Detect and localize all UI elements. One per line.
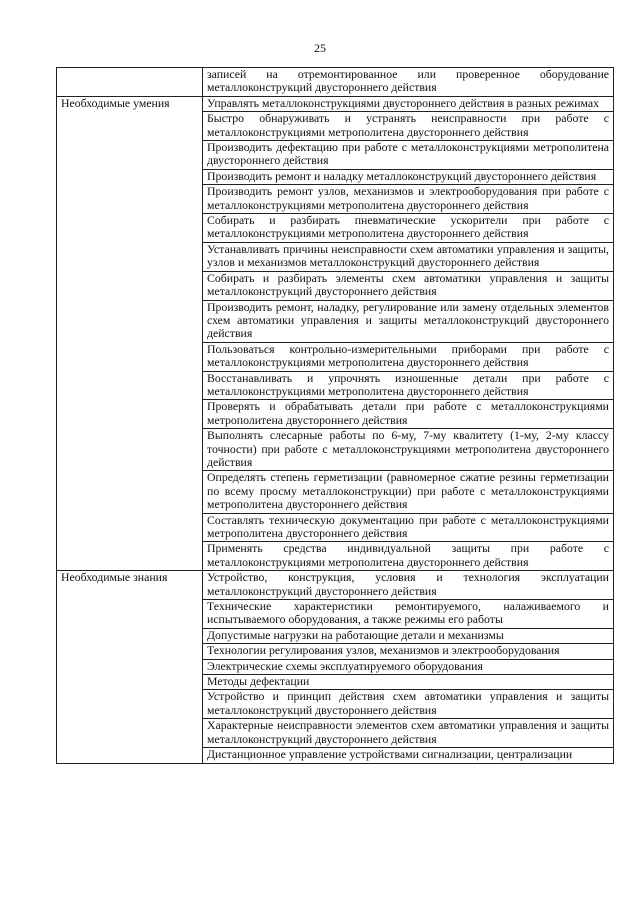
section-item: Собирать и разбирать пневматические ускорители при работе с металлоконструкциями метрополитена двустороннего действия [203,214,614,243]
section-label: Необходимые умения [57,96,203,570]
section-item: Электрические схемы эксплуатируемого оборудования [203,659,614,674]
section-item: Управлять металлоконструкциями двустороннего действия в разных режимах [203,96,614,111]
section-item: Производить ремонт и наладку металлоконструкций двустороннего действия [203,169,614,184]
section-item: Устройство, конструкция, условия и технология эксплуатации металлоконструкций двустороннего действия [203,571,614,600]
section-item: Методы дефектации [203,675,614,690]
row-text: записей на отремонтированное или проверенное оборудование металлоконструкций двустороннего действия [203,68,614,97]
section-item: Производить ремонт, наладку, регулирование или замену отдельных элементов схем автоматики управления и защиты металлоконструкций двустороннего действия [203,300,614,342]
section-item: Составлять техническую документацию при работе с металлоконструкциями метрополитена двустороннего действия [203,513,614,542]
section-item: Технические характеристики ремонтируемого, налаживаемого и испытываемого оборудования, а также режимы его работы [203,600,614,629]
section-item: Выполнять слесарные работы по 6-му, 7-му квалитету (1-му, 2-му классу точности) при работе с металлоконструкциями метрополитена двустороннего действия [203,429,614,471]
table-row [57,68,614,97]
section-item: Проверять и обрабатывать детали при работе с металлоконструкциями метрополитена двустороннего действия [203,400,614,429]
page-number: 25 [314,41,326,55]
section-item: Допустимые нагрузки на работающие детали и механизмы [203,628,614,643]
section-item: Характерные неисправности элементов схем автоматики управления и защиты металлоконструкций двустороннего действия [203,719,614,748]
competency-table-body [57,68,614,764]
row-label [57,68,203,97]
competency-table [56,67,614,764]
section-item: Определять степень герметизации (равномерное сжатие резины герметизации по всему просму металлоконструкции) при работе с металлоконструкциями метрополитена двустороннего действия [203,471,614,513]
section-item: Восстанавливать и упрочнять изношенные детали при работе с металлоконструкциями метрополитена двустороннего действия [203,371,614,400]
section-item: Производить ремонт узлов, механизмов и электрооборудования при работе с металлоконструкциями метрополитена двустороннего действия [203,185,614,214]
table-row [57,571,614,600]
section-item: Производить дефектацию при работе с металлоконструкциями метрополитена двустороннего действия [203,141,614,170]
section-item: Устанавливать причины неисправности схем автоматики управления и защиты, узлов и механизмов металлоконструкций двустороннего действия [203,242,614,271]
section-label: Необходимые знания [57,571,203,763]
section-item: Собирать и разбирать элементы схем автоматики управления и защиты металлоконструкций двустороннего действия [203,271,614,300]
section-item: Дистанционное управление устройствами сигнализации, централизации [203,748,614,763]
section-item: Быстро обнаруживать и устранять неисправности при работе с металлоконструкциями метрополитена двустороннего действия [203,112,614,141]
section-item: Устройство и принцип действия схем автоматики управления и защиты металлоконструкций двустороннего действия [203,690,614,719]
table-row [57,96,614,111]
section-item: Технологии регулирования узлов, механизмов и электрооборудования [203,644,614,659]
section-item: Пользоваться контрольно-измерительными приборами при работе с металлоконструкциями метрополитена двустороннего действия [203,342,614,371]
section-item: Применять средства индивидуальной защиты при работе с металлоконструкциями метрополитена двустороннего действия [203,542,614,571]
